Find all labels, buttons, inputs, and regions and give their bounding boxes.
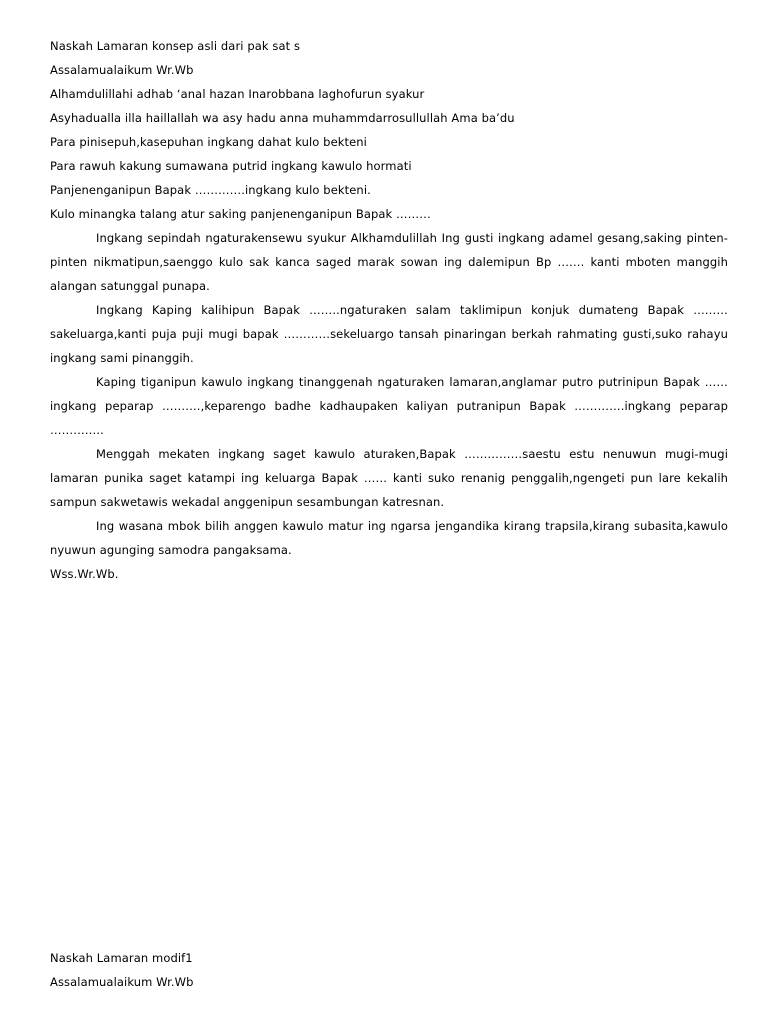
address-guests-line: Para rawuh kakung sumawana putrid ingkang kawulo hormati <box>50 159 412 173</box>
paragraph-third: Kaping tiganipun kawulo ingkang tinanggenah ngaturaken lamaran,anglamar putro putrinipun Bapak ……ingkang peparap ……….,keparengo badhe kadhaupaken kaliyan putranipun Bapak ………….ingkang peparap ………….. <box>50 375 728 437</box>
paragraph-first: Ingkang sepindah ngaturakensewu syukur Alkhamdulillah Ing gusti ingkang adamel gesang,saking pinten-pinten nikmatipun,saenggo kulo sak kanca saged marak sowan ing dalemipun Bp ……. kanti mboten manggih alangan satunggal punapa. <box>50 231 728 293</box>
paragraph-fourth: Menggah mekaten ingkang saget kawulo aturaken,Bapak ……………saestu estu nenuwun mugi-mugi lamaran punika saget katampi ing keluarga Bapak …… kanti suko renanig penggalih,ngengeti pun lare kekalih sampun sakwetawis wekadal anggenipun sesambungan katresnan. <box>50 447 728 509</box>
second-draft-title: Naskah Lamaran modif1 <box>50 951 193 965</box>
opening-prayer-line: Alhamdulillahi adhab ‘anal hazan Inarobbana laghofurun syakur <box>50 87 425 101</box>
document-title: Naskah Lamaran konsep asli dari pak sat s <box>50 39 301 53</box>
address-elders-line: Para pinisepuh,kasepuhan ingkang dahat kulo bekteni <box>50 135 367 149</box>
address-host-line: Panjenenganipun Bapak ………….ingkang kulo bekteni. <box>50 183 371 197</box>
second-draft-greeting: Assalamualaikum Wr.Wb <box>50 975 194 989</box>
paragraph-fifth: Ing wasana mbok bilih anggen kawulo matur ing ngarsa jengandika kirang trapsila,kirang subasita,kawulo nyuwun agunging samodra pangaksama. <box>50 519 728 557</box>
shahada-line: Asyhadualla illa haillallah wa asy hadu anna muhammdarrosullullah Ama ba’du <box>50 111 515 125</box>
closing-line: Wss.Wr.Wb. <box>50 567 119 581</box>
paragraph-second: Ingkang Kaping kalihipun Bapak ……..ngaturaken salam taklimipun konjuk dumateng Bapak ……… sakeluarga,kanti puja puji mugi bapak …………sekeluargo tansah pinaringan berkah rahmating gusti,suko rahayu ingkang sami pinanggih. <box>50 303 728 365</box>
speaker-intro-line: Kulo minangka talang atur saking panjenenganipun Bapak ……… <box>50 207 431 221</box>
greeting-line: Assalamualaikum Wr.Wb <box>50 63 194 77</box>
